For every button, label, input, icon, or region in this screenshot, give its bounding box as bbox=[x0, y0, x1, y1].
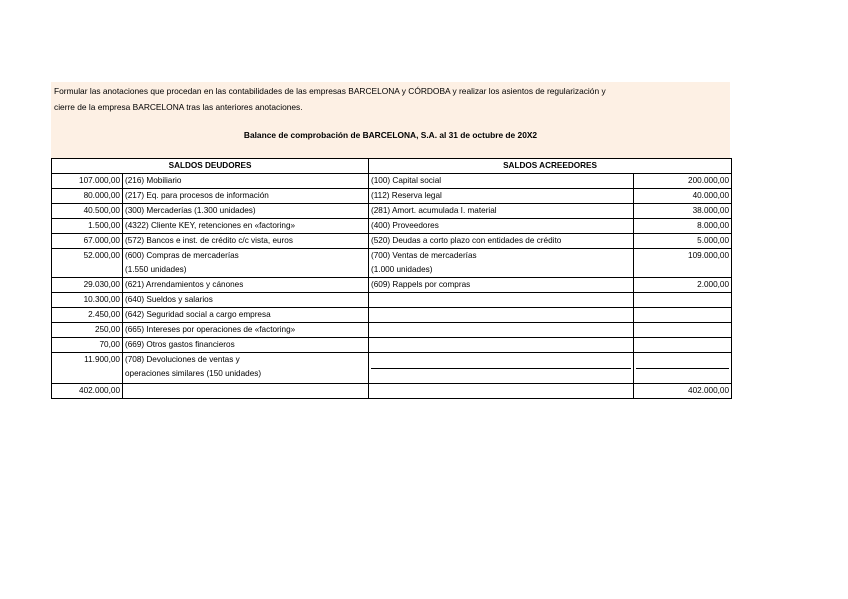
empty-subcell bbox=[371, 353, 631, 368]
table-row bbox=[52, 174, 732, 189]
totals-row bbox=[52, 384, 732, 399]
credit-account: (281) Amort. acumulada I. material bbox=[369, 204, 634, 219]
credit-account-empty bbox=[369, 323, 634, 338]
credit-account: (520) Deudas a corto plazo con entidades de crédito bbox=[369, 234, 634, 249]
debit-account-line-2: operaciones similares (150 unidades) bbox=[125, 369, 262, 378]
debit-account-line-1: (708) Devoluciones de ventas y bbox=[125, 355, 240, 364]
credit-account-line-2: (1.000 unidades) bbox=[371, 265, 433, 274]
debit-account-line-1: (600) Compras de mercaderías bbox=[125, 251, 239, 260]
debit-account: (4322) Cliente KEY, retenciones en «factoring» bbox=[123, 219, 369, 234]
credit-account bbox=[369, 249, 634, 278]
debit-account: (572) Bancos e inst. de crédito c/c vista, euros bbox=[123, 234, 369, 249]
empty-subcell bbox=[371, 368, 631, 384]
debit-amount: 52.000,00 bbox=[52, 249, 123, 278]
exercise-statement bbox=[54, 84, 726, 115]
credit-account: (100) Capital social bbox=[369, 174, 634, 189]
credit-account: (112) Reserva legal bbox=[369, 189, 634, 204]
statement-line-1: Formular las anotaciones que procedan en las contabilidades de las empresas BARCELONA y CÓRDOBA y realizar los asientos de regularización y bbox=[54, 86, 606, 96]
debit-account: (216) Mobiliario bbox=[123, 174, 369, 189]
debit-account-line-2: (1.550 unidades) bbox=[125, 265, 187, 274]
debit-account: (640) Sueldos y salarios bbox=[123, 293, 369, 308]
debit-total-label-empty bbox=[123, 384, 369, 399]
debit-account: (669) Otros gastos financieros bbox=[123, 338, 369, 353]
debit-total: 402.000,00 bbox=[52, 384, 123, 399]
debit-amount: 70,00 bbox=[52, 338, 123, 353]
debit-amount: 67.000,00 bbox=[52, 234, 123, 249]
trial-balance-table bbox=[51, 158, 732, 399]
debit-amount: 80.000,00 bbox=[52, 189, 123, 204]
table-row bbox=[52, 249, 732, 278]
debit-amount: 10.300,00 bbox=[52, 293, 123, 308]
credit-amount: 8.000,00 bbox=[634, 219, 732, 234]
credit-account-empty bbox=[369, 353, 634, 384]
debit-header: SALDOS DEUDORES bbox=[52, 159, 369, 174]
debit-account: (621) Arrendamientos y cánones bbox=[123, 278, 369, 293]
credit-account-line-1: (700) Ventas de mercaderías bbox=[371, 251, 477, 260]
credit-amount: 40.000,00 bbox=[634, 189, 732, 204]
credit-account-empty bbox=[369, 338, 634, 353]
credit-amount: 2.000,00 bbox=[634, 278, 732, 293]
debit-amount: 1.500,00 bbox=[52, 219, 123, 234]
table-row bbox=[52, 353, 732, 384]
credit-amount: 109.000,00 bbox=[634, 249, 732, 278]
table-row bbox=[52, 293, 732, 308]
credit-total: 402.000,00 bbox=[634, 384, 732, 399]
debit-amount: 250,00 bbox=[52, 323, 123, 338]
debit-account: (217) Eq. para procesos de información bbox=[123, 189, 369, 204]
empty-subcell bbox=[636, 353, 729, 368]
table-row bbox=[52, 278, 732, 293]
balance-title: Balance de comprobación de BARCELONA, S.A. al 31 de octubre de 20X2 bbox=[243, 130, 538, 140]
statement-line-2: cierre de la empresa BARCELONA tras las anteriores anotaciones. bbox=[54, 101, 303, 112]
debit-amount: 29.030,00 bbox=[52, 278, 123, 293]
credit-amount-empty bbox=[634, 353, 732, 384]
debit-amount: 40.500,00 bbox=[52, 204, 123, 219]
debit-account bbox=[123, 353, 369, 384]
credit-amount: 5.000,00 bbox=[634, 234, 732, 249]
credit-account: (609) Rappels por compras bbox=[369, 278, 634, 293]
credit-amount-empty bbox=[634, 293, 732, 308]
credit-account: (400) Proveedores bbox=[369, 219, 634, 234]
table-row bbox=[52, 234, 732, 249]
credit-amount: 200.000,00 bbox=[634, 174, 732, 189]
debit-amount: 2.450,00 bbox=[52, 308, 123, 323]
credit-header: SALDOS ACREEDORES bbox=[369, 159, 732, 174]
credit-account-empty bbox=[369, 293, 634, 308]
debit-account bbox=[123, 249, 369, 278]
table-row bbox=[52, 204, 732, 219]
credit-amount-empty bbox=[634, 338, 732, 353]
table-row bbox=[52, 308, 732, 323]
empty-subcell bbox=[636, 368, 729, 384]
table-row bbox=[52, 338, 732, 353]
debit-account: (665) Intereses por operaciones de «factoring» bbox=[123, 323, 369, 338]
table-row bbox=[52, 189, 732, 204]
table-header-row bbox=[52, 159, 732, 174]
credit-amount: 38.000,00 bbox=[634, 204, 732, 219]
debit-account: (300) Mercaderías (1.300 unidades) bbox=[123, 204, 369, 219]
credit-amount-empty bbox=[634, 323, 732, 338]
table-row bbox=[52, 323, 732, 338]
table-row bbox=[52, 219, 732, 234]
debit-amount: 107.000,00 bbox=[52, 174, 123, 189]
credit-account-empty bbox=[369, 308, 634, 323]
credit-total-label-empty bbox=[369, 384, 634, 399]
debit-amount: 11.900,00 bbox=[52, 353, 123, 384]
debit-account: (642) Seguridad social a cargo empresa bbox=[123, 308, 369, 323]
credit-amount-empty bbox=[634, 308, 732, 323]
